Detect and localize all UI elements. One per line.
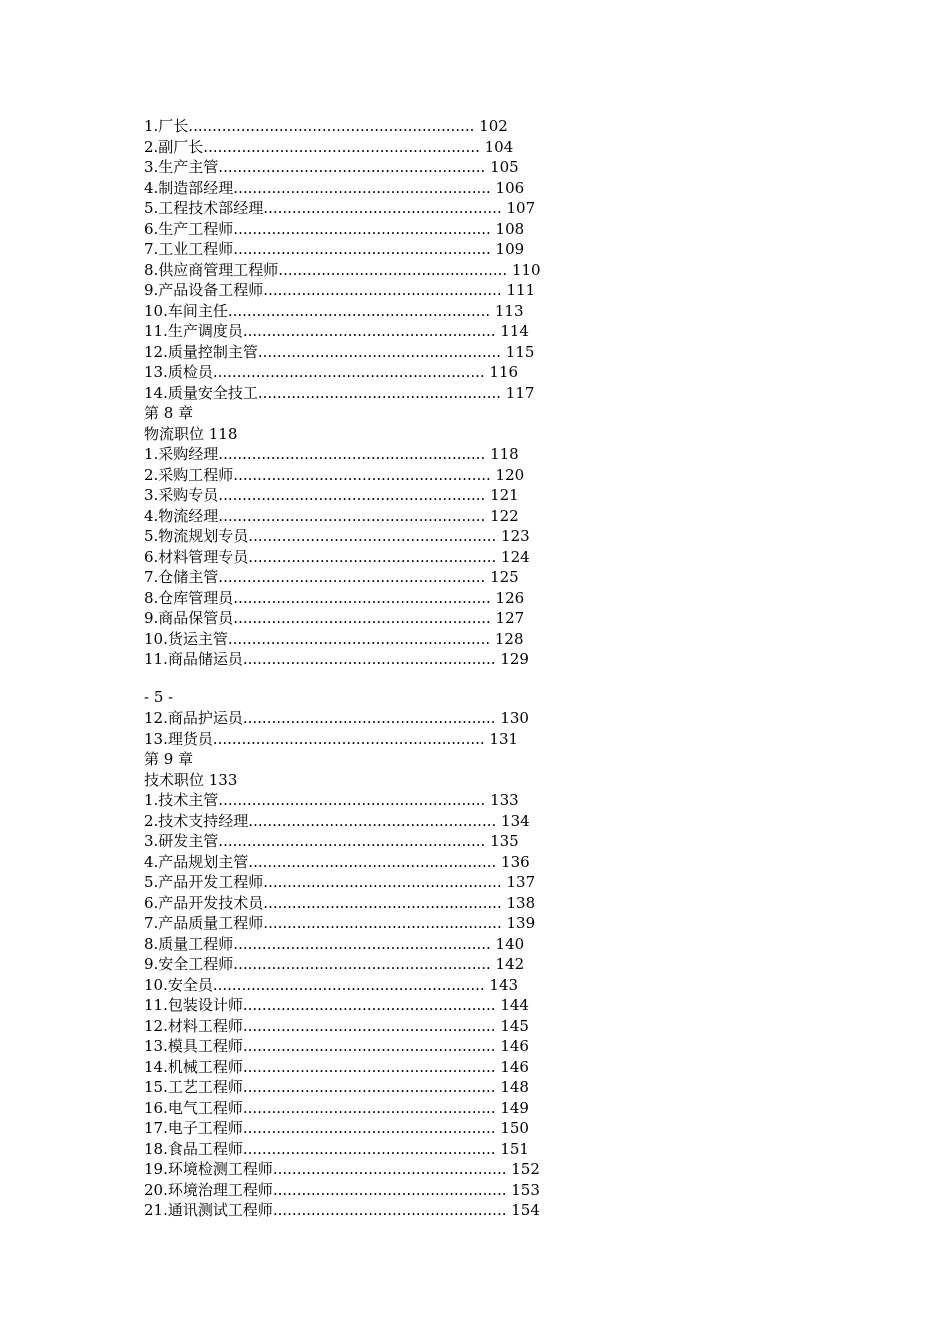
toc-entry: 12.商品护运员..................................................... 130 <box>144 709 529 727</box>
toc-entry: 3.研发主管........................................................ 135 <box>144 832 519 850</box>
toc-entry: 物流职位 118 <box>144 424 238 443</box>
chapter-heading: 第 9 章 <box>144 750 194 768</box>
toc-entry: 10.货运主管....................................................... 128 <box>144 629 524 648</box>
toc-entry <box>144 670 541 687</box>
toc-entry: 20.环境治理工程师................................................. 153 <box>144 1180 540 1199</box>
toc-entry: 3.生产主管........................................................ 105 <box>144 158 519 176</box>
toc-entry: 14.质量安全技工................................................... 117 <box>144 383 535 402</box>
toc-entry: 17.电子工程师..................................................... 150 <box>144 1119 529 1137</box>
toc-entry: 技术职位 133 <box>144 770 238 789</box>
toc-entry: 6.产品开发技术员.................................................. 138 <box>144 893 536 912</box>
toc-entry: 12.材料工程师..................................................... 145 <box>144 1016 529 1035</box>
toc-entry: 1.采购经理........................................................ 118 <box>144 445 519 463</box>
toc-entry: 7.产品质量工程师.................................................. 139 <box>144 914 536 932</box>
toc-entry: 11.包装设计师..................................................... 144 <box>144 996 529 1014</box>
toc-entry: 13.模具工程师..................................................... 146 <box>144 1037 529 1055</box>
chapter-heading: 第 8 章 <box>144 404 194 422</box>
toc-entry: 2.采购工程师...................................................... 120 <box>144 465 525 484</box>
toc-entry: 10.安全员......................................................... 143 <box>144 975 519 994</box>
toc-entry: 1.技术主管........................................................ 133 <box>144 791 519 809</box>
toc-entry: 8.质量工程师...................................................... 140 <box>144 934 525 953</box>
toc-entry: 12.质量控制主管................................................... 115 <box>144 342 535 361</box>
toc-entry: 13.质检员......................................................... 116 <box>144 363 519 381</box>
toc-entry: 1.厂长............................................................ 102 <box>144 117 508 135</box>
toc-entry: 21.通讯测试工程师................................................. 154 <box>144 1201 540 1219</box>
toc-entry: 7.仓储主管........................................................ 125 <box>144 568 519 586</box>
toc-entry: 4.物流经理........................................................ 122 <box>144 506 519 525</box>
toc-entry: 10.车间主任....................................................... 113 <box>144 301 524 320</box>
toc-entry: 11.生产调度员..................................................... 114 <box>144 322 529 340</box>
toc-entry: 11.商品储运员..................................................... 129 <box>144 650 529 668</box>
toc-entry: 7.工业工程师...................................................... 109 <box>144 240 525 258</box>
toc-entry: 5.产品开发工程师.................................................. 137 <box>144 873 536 891</box>
toc-entry: 8.仓库管理员...................................................... 126 <box>144 588 525 607</box>
toc-entry: 14.机械工程师..................................................... 146 <box>144 1057 529 1076</box>
toc-entry: 15.工艺工程师..................................................... 148 <box>144 1078 529 1096</box>
toc-entry: 6.材料管理专员.................................................... 124 <box>144 547 530 566</box>
toc-entry: 16.电气工程师..................................................... 149 <box>144 1098 529 1117</box>
toc-entry: 5.物流规划专员.................................................... 123 <box>144 527 530 545</box>
toc-entry: 8.供应商管理工程师................................................ 110 <box>144 260 541 279</box>
toc-section-1 <box>144 116 541 707</box>
toc-entry: 4.制造部经理...................................................... 106 <box>144 178 525 197</box>
toc-entry: 2.技术支持经理.................................................... 134 <box>144 811 530 830</box>
toc-section-2 <box>144 708 540 1221</box>
toc-entry: 2.副厂长.......................................................... 104 <box>144 137 514 156</box>
toc-entry: 9.安全工程师...................................................... 142 <box>144 955 525 973</box>
toc-entry: 5.工程技术部经理.................................................. 107 <box>144 199 536 217</box>
toc-entry: 13.理货员......................................................... 131 <box>144 729 519 748</box>
toc-entry: 6.生产工程师...................................................... 108 <box>144 219 525 238</box>
toc-entry: 19.环境检测工程师................................................. 152 <box>144 1160 540 1178</box>
toc-entry: 18.食品工程师..................................................... 151 <box>144 1139 529 1158</box>
toc-entry: 9.产品设备工程师.................................................. 111 <box>144 281 536 299</box>
page-number: - 5 - <box>144 687 174 706</box>
toc-entry: 3.采购专员........................................................ 121 <box>144 486 519 504</box>
toc-entry: 4.产品规划主管.................................................... 136 <box>144 852 530 871</box>
toc-entry: 9.商品保管员...................................................... 127 <box>144 609 525 627</box>
